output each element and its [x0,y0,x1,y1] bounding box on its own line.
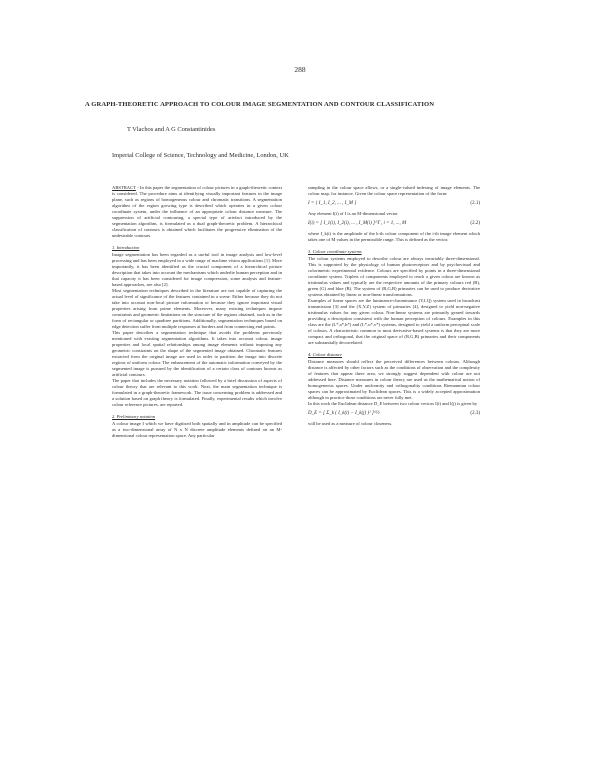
equation-2-2 [308,221,480,227]
abstract [112,185,282,239]
colour-paragraph: The colour systems employed to describe colour are always invariably three-dimensional. This is supported by the physiology of human photoreceptors and by psychovisual and colorimetric experimental evidence. Colours are specified by points in a three-dimensional coordinate system. Triplets of components employed to reach a given colour are known as tristimulus values and typically are the respective amounts of the primary colours red (R), green (G) and blue (B). The system of (R,G,B) primaries can be used to produce derivative systems obtained by linear or non-linear transformations. [308,256,480,297]
distance-paragraph: Distance measures should reflect the perceived differences between colours. Although distance is affected by other factors such as the conditions of observation and the complexity of features that appear there area, we strongly suggest dependent with colour are not addressed here. Distance measures in colour theory are used as the mathematical notion of homogeneous spaces. Under uniformity and orthogonality conditions Riemannian colour spaces can be approximated by Euclidean spaces. This is a widely accepted approximation although in practice those conditions are never fully met. [308,359,480,400]
right-column [308,185,480,427]
equation-body: D_E = [ Σ_k ( I_k(i) − I_k(j) )² ]^½ [308,411,380,416]
after-equation-paragraph: where I_k(i) is the amplitude of the k-th colour component of the i-th image element which takes one of M values in the permissible range. This is defined as the vector. [308,231,480,242]
equation-number: (2.1) [470,201,480,206]
equation-body: I(i) = [ I_1(i), I_2(i), ... , I_M(i) ]^T , i = 1, ..., M [308,221,407,226]
equation-body: I = { I_1, I_2, ... , I_M } [308,201,357,206]
section-heading-preliminary: 2. Preliminary notation [112,414,156,419]
colour-paragraph: Examples of linear spaces are the luminance-chrominance (Y,I,Q) system used in broadcast transmission [3] and the (X,Y,Z) system of primaries [4], designed to yield non-negative tristimulus values for any given colour. Non-linear systems are primarily geared towards providing a description consistent with the human perception of colours. Examples in this class are the (L*,a*,b*) and (L*,u*,v*) systems, designed to yield a uniform perceptual scale of colours. A characteristic common to most derivative-based systems is that they are more compact and orthogonal, that the original space of (R,G,B) primaries and their components are substantially decorrelated. [308,298,480,345]
intro-paragraph: Most segmentation techniques described in the literature are not capable of capturing the actual level of significance of the features contained in a scene. Either because they do not take into account non-local picture information or because they ignore important visual properties arising from prime elements. Moreover, many existing techniques impose constraints and geometric limitations on the structure of the regions obtained, such as in the form of rectangular or quadtree partitions. Additionally, segmentation techniques based on edge detection suffer from multiple responses at borders and from connecting end points. [112,288,282,329]
equation-2-1 [308,201,480,207]
equation-number: (2.2) [470,221,480,226]
paper-authors: T Vlachos and A G Constantinides [127,126,216,133]
closing-paragraph: will be used as a measure of colour closeness. [308,421,393,426]
section-heading-introduction: 1. Introduction [112,245,140,250]
prelim-paragraph: A colour image I which we have digitised both spatially and in amplitude can be specified as a two-dimensional array of N x N discrete amplitude elements defined on an M-dimensional colour representation space. Any particular [112,421,282,438]
mid-paragraph: Any element I(i) of I is an M-dimensional vector [308,211,398,216]
intro-paragraph: Image segmentation has been regarded as a useful tool in image analysis and low-level processing and has been employed in a wide range of machine vision applications [1]. More importantly, it has been identified as the crucial component of a hierarchical picture description that takes into account the mechanisms which underlie human perception and in that capacity it has been considered for image compression, some analysis and feature-based approaches, see also [2]. [112,252,282,287]
intro-paragraph: This paper describes a segmentation technique that avoids the problems previously mentioned with existing segmentation algorithms. It takes into account colour, image properties and local spatial relationships among image elements without imposing any geometric constraints on the shape of the segmented image obtained. Chromatic features extracted from the original image are used in order to partition the image into discrete regions of uniform colour. The enhancement of the automatic information conveyed by the segmented image is pursued by the identification of a certain class of contours known as artificial contours. [112,330,282,377]
equation-number: (2.3) [470,411,480,416]
abstract-text: - In this paper the segmentation of colour pictures in a graph-theoretic context is considered. The procedure aims at identifying visually important features in the image plane, such as regions of homogeneous colour and chromatic transitions. A segmentation algorithm of the region growing type is described which operates in a given colour coordinate system, under the influence of an appropriate colour distance measure. The suppression of artificial contouring, a special type of artefact introduced by the segmentation algorithm, is formulated as a dual graph-theoretic problem. A hierarchical classification of contours is obtained which facilitates the progressive elimination of the undesirable contours. [112,185,282,238]
left-column [112,185,282,439]
distance-paragraph: In this work the Euclidean distance D_E between two colour vectors I(i) and I(j) is given by [308,401,478,406]
paper-title: A GRAPH-THEORETIC APPROACH TO COLOUR IMAGE SEGMENTATION AND CONTOUR CLASSIFICATION [85,101,435,108]
page-number: 288 [294,65,306,74]
section-heading-colour-systems: 3. Colour coordinate systems [308,249,362,254]
right-intro-paragraph: sampling in the colour space allows, or a single-valued indexing of image elements. The colour map, for instance. Given the colour space representation of the form: [308,185,480,196]
section-heading-colour-distance: 4. Colour distance [308,352,343,357]
paper-affiliation: Imperial College of Science, Technology and Medicine, London, UK [112,152,289,159]
abstract-label: ABSTRACT [112,185,136,190]
intro-paragraph: The paper that includes the necessary notation followed by a brief discussion of aspects of colour theory that are relevant to this work. Next, the main segmentation technique is formulated in a graph-theoretic framework. The issue concerning problem is addressed and a solution based on graph theory is formulated. Finally, experimental results which involve colour reference pictures, are reported. [112,378,282,407]
equation-2-3 [308,411,480,417]
